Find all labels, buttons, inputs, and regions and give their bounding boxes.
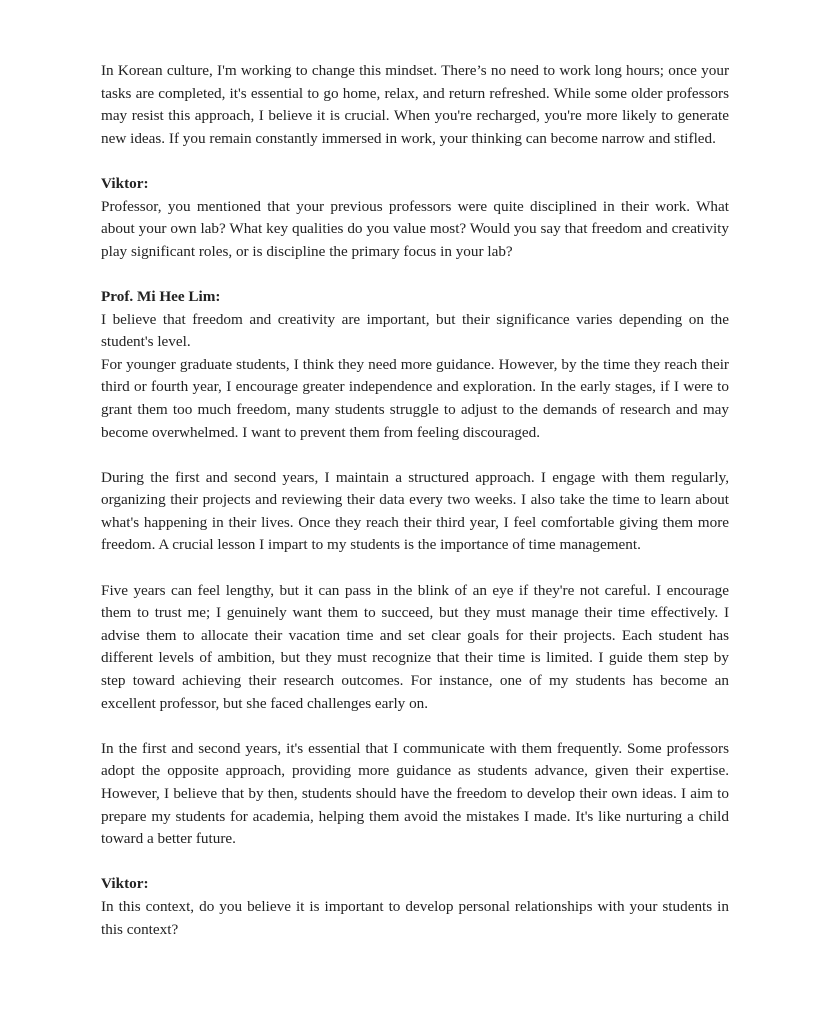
paragraph-five-years: Five years can feel lengthy, but it can pass in the blink of an eye if they're not careful. I encourage them to trust me; I genuinely want them to succeed, but they must manage their time effectively. I advise them to allocate their vacation time and set clear goals for their projects. Each student has different levels of ambition, but they must recognize that their time is limited. I guide them step by step toward achieving their research outcomes. For instance, one of my students has become an excellent professor, but she faced challenges early on. (101, 581, 729, 712)
paragraph-gap (101, 557, 729, 580)
paragraph-communicate-frequently: In the first and second years, it's essential that I communicate with them frequently. Some professors adopt the opposite approach, providing more guidance as students advance, given their expertise. However, I believe that by then, students should have the freedom to develop their own ideas. I aim to prepare my students for academia, helping them avoid the mistakes I made. It's like nurturing a child toward a better future. (101, 739, 729, 848)
speaker-label-prof-lim: Prof. Mi Hee Lim: (101, 287, 221, 305)
paragraph-younger-students: For younger graduate students, I think they need more guidance. However, by the time they reach their third or fourth year, I encourage greater independence and exploration. In the early stages, if I were to grant them too much freedom, many students struggle to adjust to the demands of research and may become overwhelmed. I want to prevent them from feeling discouraged. (101, 355, 729, 441)
paragraph-gap (101, 851, 729, 874)
paragraph-korean-culture: In Korean culture, I'm working to change this mindset. There’s no need to work long hours; once your tasks are completed, it's essential to go home, relax, and return refreshed. While some older professors may resist this approach, I believe it is crucial. When you're recharged, you're more likely to generate new ideas. If you remain constantly immersed in work, your thinking can become narrow and stifled. (101, 62, 729, 147)
paragraph-gap (101, 150, 729, 173)
paragraph-viktor-question-lab: Professor, you mentioned that your previous professors were quite disciplined in their work. What about your own lab? What key qualities do you value most? Would you say that freedom and creativity play significant roles, or is discipline the primary focus in your lab? (101, 197, 729, 260)
paragraph-first-second-years: During the first and second years, I maintain a structured approach. I engage with them regularly, organizing their projects and reviewing their data every two weeks. I also take the time to learn about what's happening in their lives. Once they reach their third year, I feel comfortable giving them more freedom. A crucial lesson I impart to my students is the importance of time management. (101, 468, 729, 554)
paragraph-gap (101, 263, 729, 286)
speaker-label-viktor: Viktor: (101, 174, 149, 192)
paragraph-gap (101, 444, 729, 467)
paragraph-freedom-creativity: I believe that freedom and creativity are important, but their significance varies depending on the student's level. (101, 310, 729, 351)
paragraph-viktor-question-relationships: In this context, do you believe it is important to develop personal relationships with your students in this context? (101, 897, 729, 938)
speaker-label-viktor: Viktor: (101, 875, 149, 893)
paragraph-gap (101, 715, 729, 738)
document-page (101, 60, 729, 941)
